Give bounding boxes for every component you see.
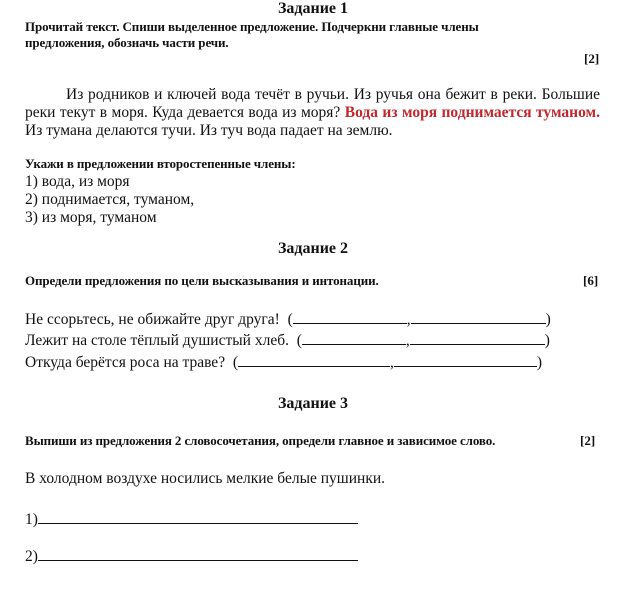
answer-blank[interactable]: [410, 331, 545, 345]
answer-line[interactable]: [38, 546, 358, 561]
sentence-row-1: Не ссорьтесь, не обижайте друг друга! ( , ): [25, 311, 551, 328]
answer-blank[interactable]: [238, 353, 390, 367]
text-before: Из родников и ключей вода течёт в ручьи. Из ручья она бежит в реки. Большие реки текут в моря. Куда девается вода из моря?: [25, 86, 600, 121]
option-3: 3) из моря, туманом: [25, 209, 157, 226]
highlighted-sentence: Вода из моря поднимается туманом.: [344, 104, 600, 121]
task2-instruction: Определи предложения по цели высказывания и интонации.: [25, 273, 379, 288]
sentence-row-3: Откуда берётся роса на траве? ( , ): [25, 354, 543, 371]
answer-row-2: [25, 546, 358, 566]
sentence-2: Лежит на столе тёплый душистый хлеб.: [25, 332, 289, 349]
task1-instruction-line2: предложения, обозначь части речи.: [25, 35, 229, 50]
task2-title: Задание 2: [277, 240, 349, 257]
task2-points: [6]: [583, 273, 599, 288]
task3-sentence: В холодном воздухе носились мелкие белые пушинки.: [25, 470, 386, 487]
answer-blank[interactable]: [411, 310, 546, 324]
task3-instruction: Выпиши из предложения 2 словосочетания, определи главное и зависимое слово.: [25, 433, 496, 448]
task1-points: [2]: [584, 51, 600, 66]
answer-blank[interactable]: [302, 331, 406, 345]
sentence-3: Откуда берётся роса на траве?: [25, 354, 226, 371]
answer-number-2: 2): [25, 548, 38, 565]
task1-text: [25, 86, 600, 140]
answer-number-1: 1): [25, 511, 38, 528]
answer-blank[interactable]: [293, 310, 407, 324]
task3-points: [2]: [580, 433, 596, 448]
task1-title: Задание 1: [277, 0, 349, 17]
option-2: 2) поднимается, туманом,: [25, 191, 195, 208]
task1-instruction-line1: Прочитай текст. Спиши выделенное предложение. Подчеркни главные члены: [25, 19, 479, 34]
task3-title: Задание 3: [277, 395, 349, 412]
task1-question: Укажи в предложении второстепенные члены:: [25, 156, 296, 171]
answer-blank[interactable]: [394, 353, 537, 367]
option-1: 1) вода, из моря: [25, 173, 130, 190]
answer-line[interactable]: [38, 509, 358, 524]
sentence-1: Не ссорьтесь, не обижайте друг друга!: [25, 311, 280, 328]
text-after: Из тумана делаются тучи. Из туч вода падает на землю.: [25, 122, 393, 139]
answer-row-1: [25, 509, 358, 529]
sentence-row-2: Лежит на столе тёплый душистый хлеб. ( , ): [25, 332, 550, 349]
